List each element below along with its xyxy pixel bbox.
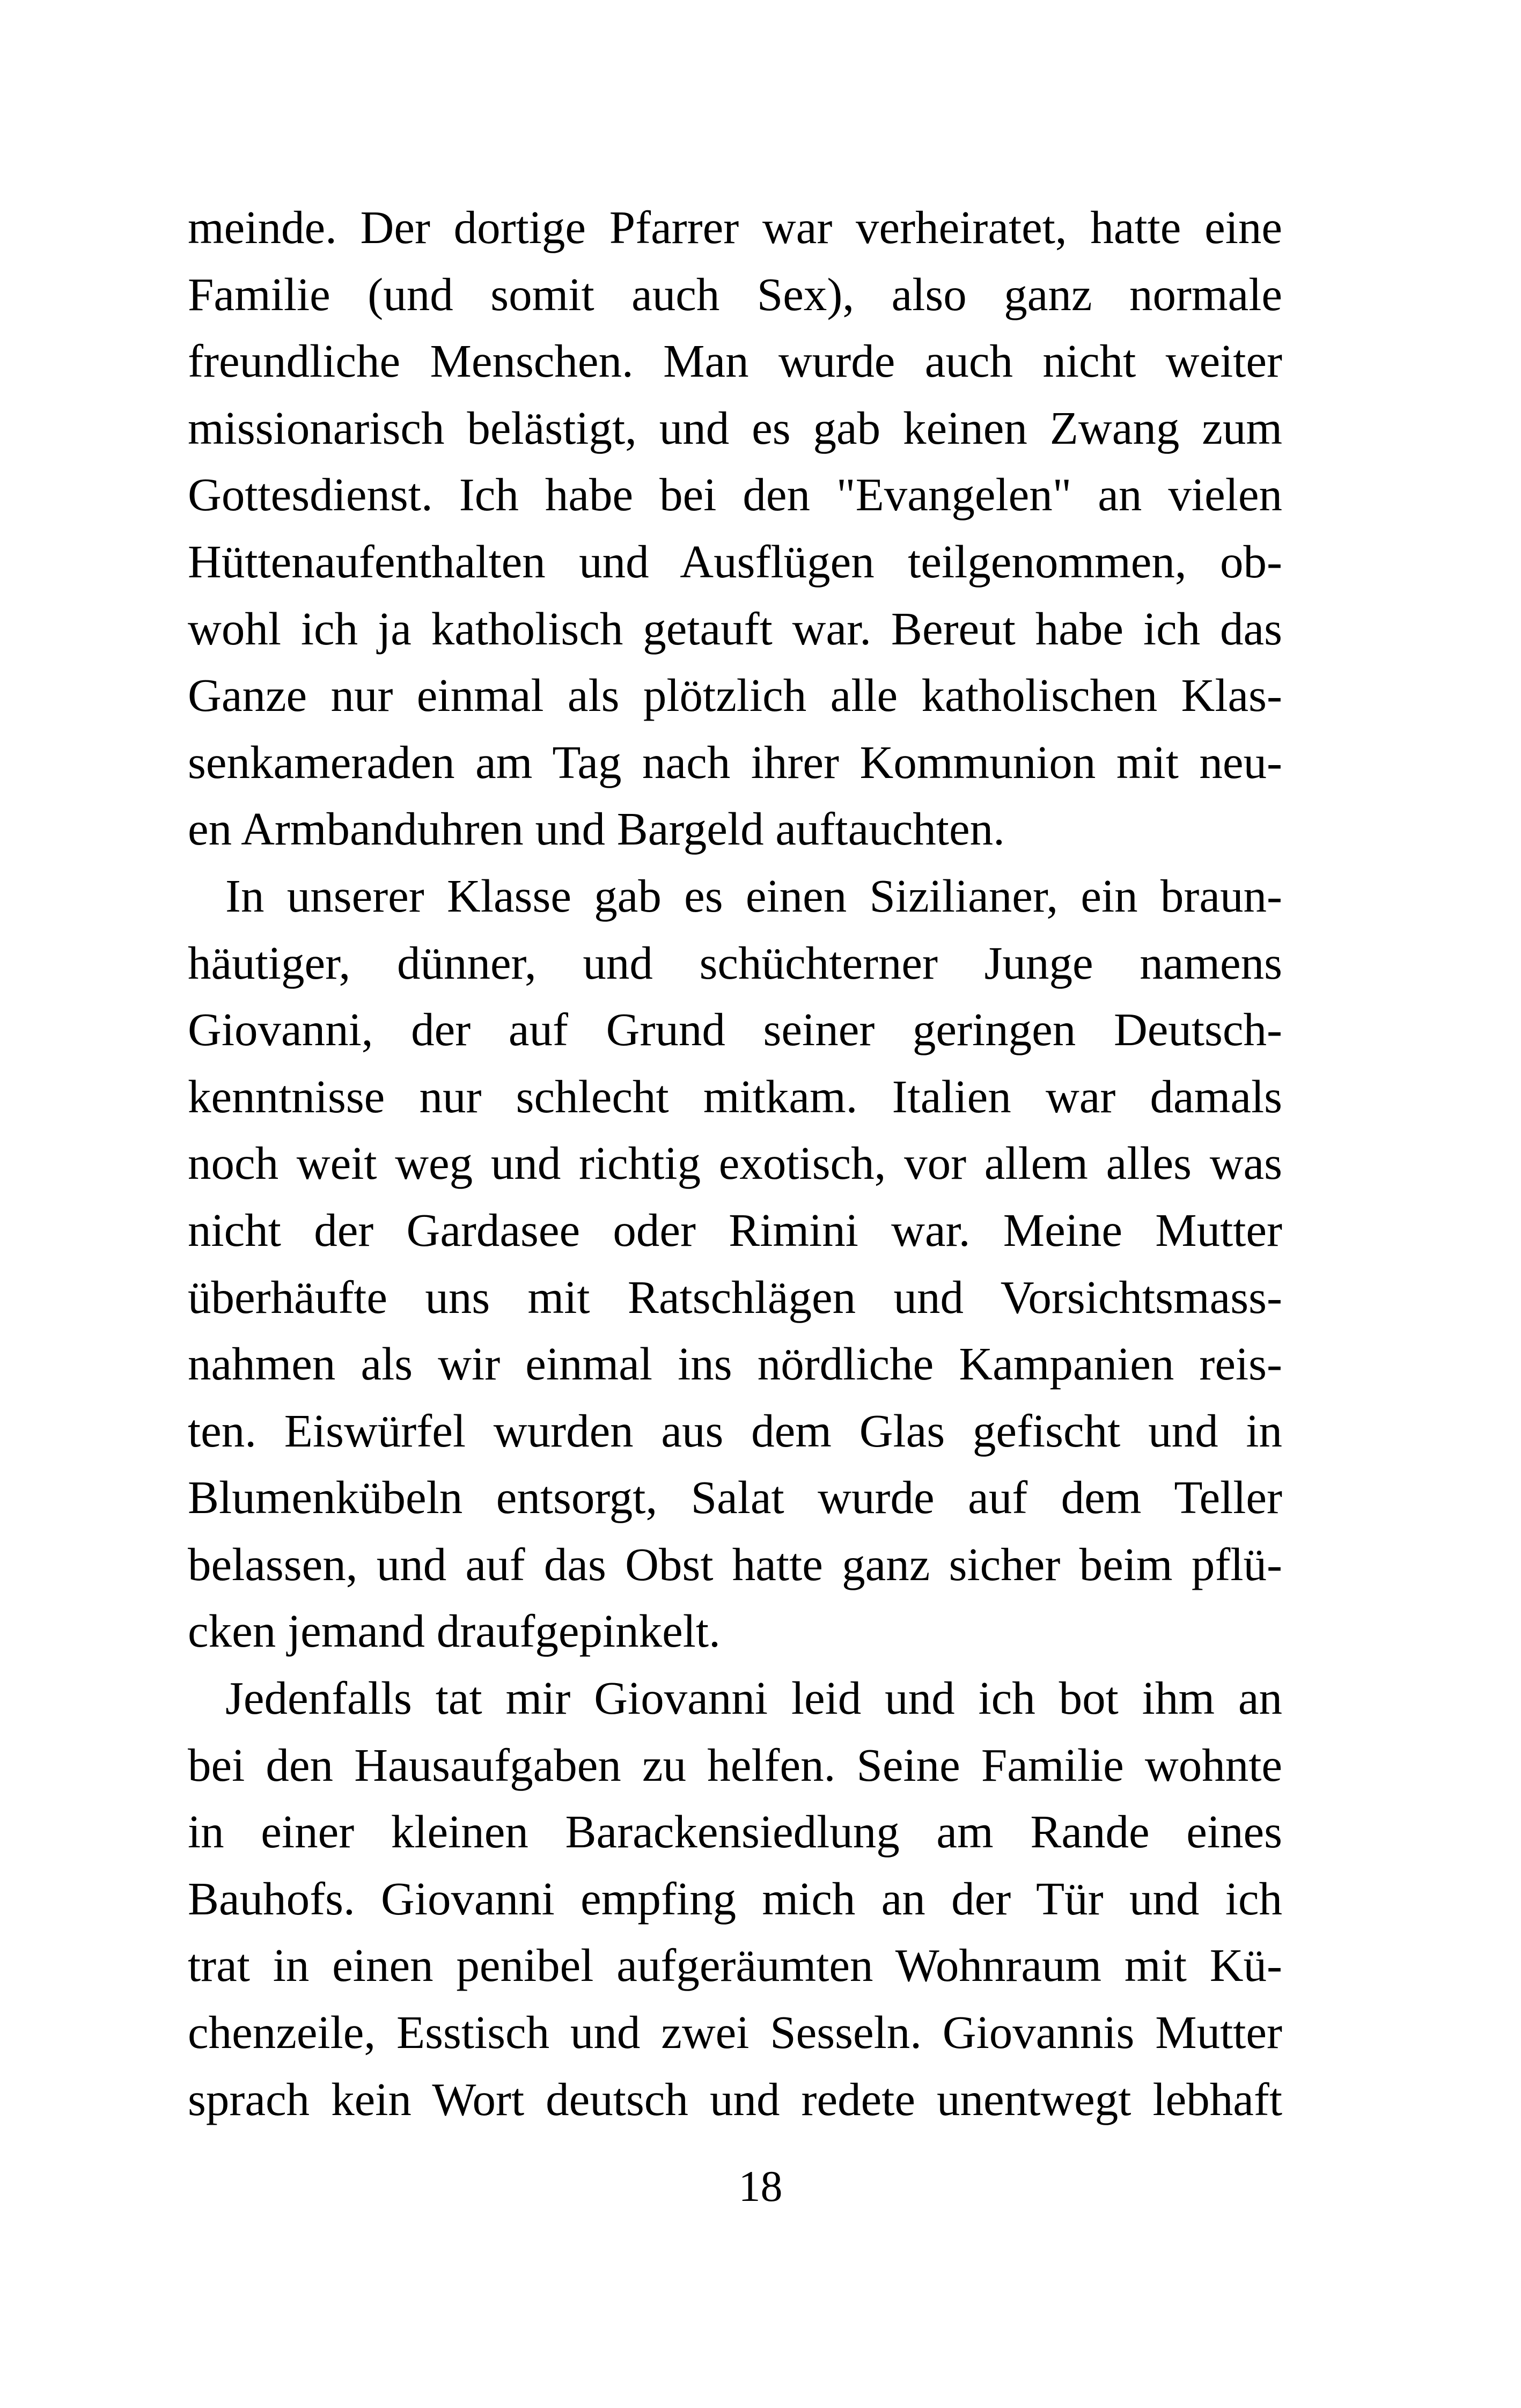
text-line: senkameraden am Tag nach ihrer Kommunion mit neu- — [188, 736, 1282, 788]
text-line: Familie (und somit auch Sex), also ganz normale — [188, 268, 1282, 320]
text-line: Blumenkübeln entsorgt, Salat wurde auf dem Teller — [188, 1471, 1282, 1524]
text-line: trat in einen penibel aufgeräumten Wohnraum mit Kü- — [188, 1939, 1282, 1992]
text-line: freundliche Menschen. Man wurde auch nicht weiter — [188, 335, 1282, 387]
text-line: chenzeile, Esstisch und zwei Sesseln. Giovannis Mutter — [188, 2006, 1282, 2059]
text-line: in einer kleinen Barackensiedlung am Rande eines — [188, 1805, 1282, 1858]
text-line: wohl ich ja katholisch getauft war. Bereut habe ich das — [188, 602, 1282, 655]
text-line: In unserer Klasse gab es einen Sizilianer, ein braun- — [225, 869, 1282, 922]
text-line: ten. Eiswürfel wurden aus dem Glas gefischt und in — [188, 1404, 1282, 1457]
text-line: Bauhofs. Giovanni empfing mich an der Tür und ich — [188, 1872, 1282, 1925]
text-line: nicht der Gardasee oder Rimini war. Meine Mutter — [188, 1203, 1282, 1256]
text-line: Gottesdienst. Ich habe bei den "Evangelen" an vielen — [188, 468, 1282, 521]
text-line: meinde. Der dortige Pfarrer war verheiratet, hatte eine — [188, 201, 1282, 253]
text-line: Hüttenaufenthalten und Ausflügen teilgenommen, ob- — [188, 535, 1282, 588]
page-body — [188, 194, 1282, 2133]
page-number: 18 — [738, 2162, 783, 2211]
text-line: bei den Hausaufgaben zu helfen. Seine Familie wohnte — [188, 1738, 1282, 1791]
text-line: Ganze nur einmal als plötzlich alle katholischen Klas- — [188, 669, 1282, 722]
text-line: nahmen als wir einmal ins nördliche Kampanien reis- — [188, 1338, 1282, 1390]
text-line: cken jemand draufgepinkelt. — [188, 1605, 721, 1657]
text-line: belassen, und auf das Obst hatte ganz sicher beim pflü- — [188, 1538, 1282, 1590]
text-line: Giovanni, der auf Grund seiner geringen Deutsch- — [188, 1003, 1282, 1056]
text-line: noch weit weg und richtig exotisch, vor allem alles was — [188, 1137, 1282, 1190]
text-line: kenntnisse nur schlecht mitkam. Italien war damals — [188, 1070, 1282, 1122]
text-line: überhäufte uns mit Ratschlägen und Vorsichtsmass- — [188, 1271, 1282, 1323]
text-line: Jedenfalls tat mir Giovanni leid und ich bot ihm an — [225, 1672, 1282, 1724]
text-line: missionarisch belästigt, und es gab keinen Zwang zum — [188, 401, 1282, 454]
text-line: en Armbanduhren und Bargeld auftauchten. — [188, 803, 1005, 855]
text-line: häutiger, dünner, und schüchterner Junge namens — [188, 936, 1282, 989]
text-line: sprach kein Wort deutsch und redete unentwegt lebhaft — [188, 2073, 1282, 2125]
